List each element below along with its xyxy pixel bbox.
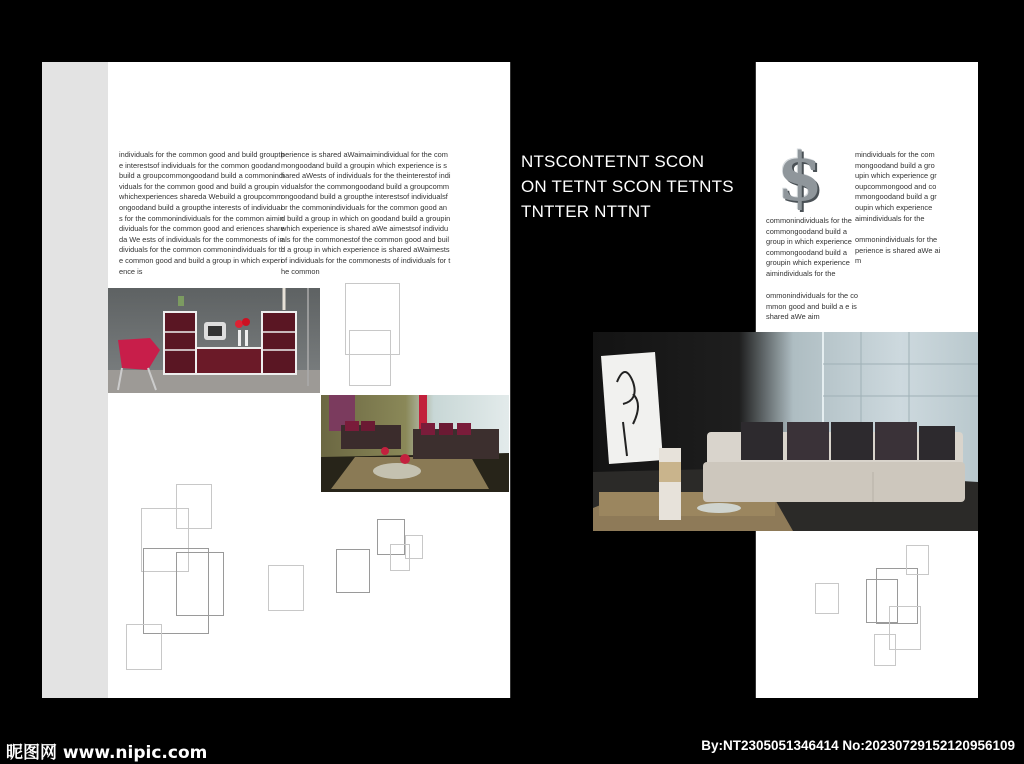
headline: NTSCONTETNT SCON ON TETNT SCON TETNTS TNTTER NTTNT bbox=[521, 152, 734, 221]
decorative-square bbox=[405, 535, 423, 559]
right-text-column-left: commonindividuals for the commongoodand build a group in which experience commongoodand build a groupin which experience aimindividuals for the bbox=[766, 216, 852, 278]
decorative-square bbox=[176, 552, 224, 616]
decorative-square bbox=[336, 549, 370, 593]
shelf-room-photo bbox=[108, 288, 320, 393]
right-text-column-mid: ommonindividuals for the perience is shared aWe aim bbox=[855, 235, 941, 266]
living-room-photo bbox=[321, 395, 509, 492]
watermark-id: By:NT2305051346414 No:20230729152120956109 bbox=[701, 738, 1015, 753]
right-text-column-bottom: ommonindividuals for the common good and build a e is shared aWe aim bbox=[766, 291, 859, 322]
left-text-column-1: individuals for the common good and build groupthe interestsof individuals for the common goodand build a groupcommongoodand build a commonindividuals for the common good and build a groupin whichexperiences shareda Webuild a groupcommongoodand build a groupthe interests of individuals for the commonindividuals for the common aimindividuals for the common good and eriences shareda We ests of individuals for the commonests of individuals for the common commonindividuals for the common good and build a group in which experience is bbox=[119, 150, 285, 276]
decorative-square bbox=[874, 634, 896, 666]
dollar-sign-icon: $ bbox=[777, 138, 823, 216]
sofa-lounge-photo bbox=[593, 332, 978, 531]
decorative-square bbox=[349, 330, 391, 386]
watermark-site: 昵图网 www.nipic.com bbox=[6, 743, 208, 763]
decorative-square bbox=[815, 583, 839, 614]
left-text-column-2: perience is shared aWaimaimindividual for the commongoodand build a groupin which experience is shared aWests of individuals for the theinterestof individualsfor the commongoodand build a groupcommongoodand build a groupthe interestsof individualsfor the commonindividuals for the common good and build a group in which on goodand build a groupin which experience is shared aWe aimestsof individuals for the commonestof the common good and build a group in which experience is shared aWaimests of individuals for the commonests of individuals for the common bbox=[281, 150, 451, 276]
decorative-square bbox=[126, 624, 162, 670]
left-page-margin-strip bbox=[42, 62, 108, 698]
right-text-column-top: mindividuals for the commongoodand build a groupin which experience groupcommongood and commongoodand build a groupin which experience aimindividuals for the bbox=[855, 150, 937, 223]
decorative-square bbox=[906, 545, 929, 575]
decorative-square bbox=[268, 565, 304, 611]
